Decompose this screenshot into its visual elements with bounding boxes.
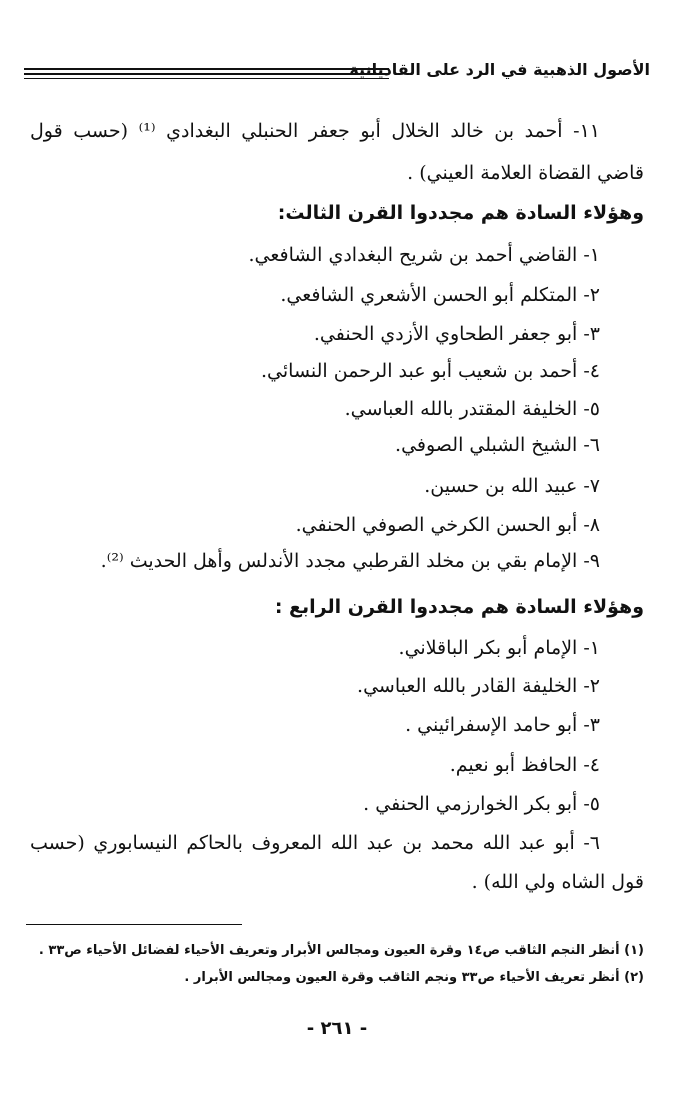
list-item: ٦- الشيخ الشبلي الصوفي.	[395, 434, 600, 456]
item-6-line-1: ٦- أبو عبد الله محمد بن عبد الله المعروف بالحاكم النيسابوري (حسب	[30, 832, 600, 854]
list-item: ٤- الحافظ أبو نعيم.	[449, 754, 600, 776]
header-rule	[24, 73, 389, 75]
list-item: ٢- الخليفة القادر بالله العباسي.	[357, 675, 600, 697]
list-item: ٣- أبو جعفر الطحاوي الأزدي الحنفي.	[313, 323, 600, 345]
list-item: ٥- أبو بكر الخوارزمي الحنفي .	[363, 793, 600, 815]
header-title: الأصول الذهبية في الرد على القاديانية	[349, 60, 650, 79]
list-item: ٣- أبو حامد الإسفرائيني .	[405, 714, 600, 736]
list-item: ٨- أبو الحسن الكرخي الصوفي الحنفي.	[295, 514, 600, 536]
item-11-line-2: قاضي القضاة العلامة العيني) .	[407, 162, 644, 184]
item-6-line-2: قول الشاه ولي الله) .	[471, 871, 644, 893]
section-heading-third-century: وهؤلاء السادة هم مجددوا القرن الثالث:	[277, 202, 644, 224]
list-item: ٥- الخليفة المقتدر بالله العباسي.	[344, 398, 600, 420]
list-item: ٤- أحمد بن شعيب أبو عبد الرحمن النسائي.	[261, 360, 600, 382]
item-11-line-1: ١١- أحمد بن خالد الخلال أبو جعفر الحنبلي البغدادي ⁽¹⁾ (حسب قول	[30, 120, 601, 142]
list-item: ٧- عبيد الله بن حسين.	[424, 475, 600, 497]
page-number: - ٢٦١ -	[306, 1018, 368, 1039]
header-rule	[24, 78, 389, 79]
running-header	[24, 58, 650, 88]
list-item: ٢- المتكلم أبو الحسن الأشعري الشافعي.	[280, 284, 600, 306]
footnote-2: (٢) أنظر تعريف الأحياء ص٣٣ ونجم الثاقب وقرة العيون ومجالس الأبرار .	[184, 970, 644, 985]
header-rule	[24, 68, 389, 70]
footnote-1: (١) أنظر النجم الثاقب ص١٤ وقرة العيون ومجالس الأبرار وتعريف الأحياء لفضائل الأحياء ص٣٣ .	[38, 943, 644, 958]
footnote-divider	[26, 924, 242, 925]
list-item: ١- القاضي أحمد بن شريح البغدادي الشافعي.	[248, 244, 600, 266]
section-heading-fourth-century: وهؤلاء السادة هم مجددوا القرن الرابع :	[274, 596, 644, 618]
list-item: ١- الإمام أبو بكر الباقلاني.	[398, 637, 600, 659]
list-item: ٩- الإمام بقي بن مخلد القرطبي مجدد الأندلس وأهل الحديث ⁽²⁾.	[100, 550, 600, 572]
